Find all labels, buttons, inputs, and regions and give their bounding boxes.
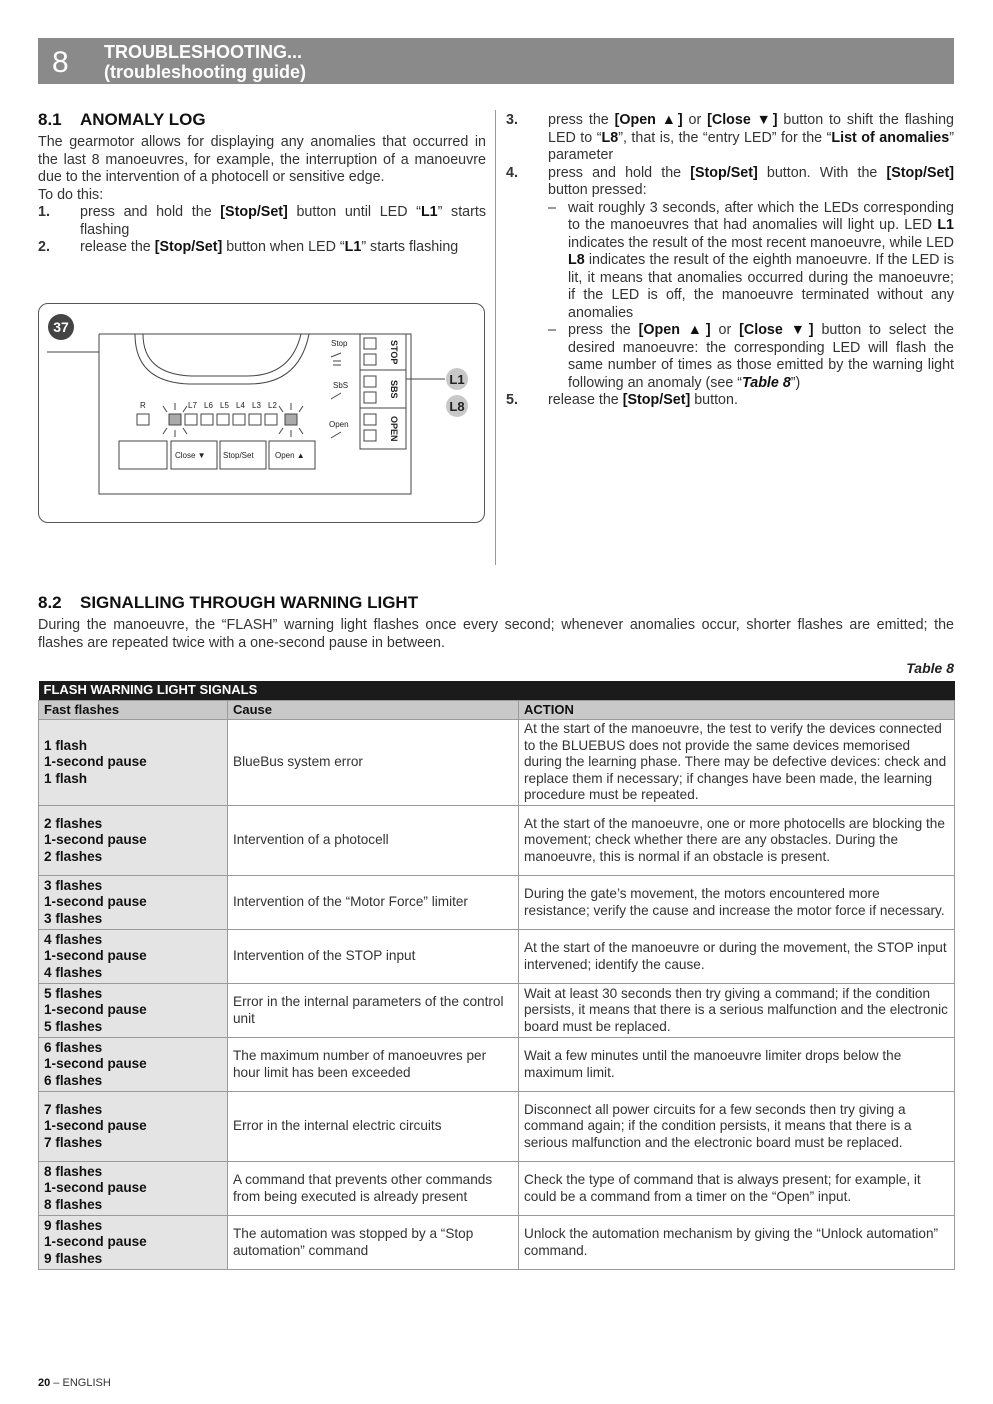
- step-number: 3.: [506, 112, 518, 128]
- label-l3: L3: [252, 401, 261, 410]
- label-l7: L7: [188, 401, 197, 410]
- col-header-action: ACTION: [519, 700, 955, 720]
- table-row: [39, 1216, 955, 1270]
- step-key: L8: [601, 129, 619, 146]
- terminal-open-2: [364, 430, 376, 441]
- footer-separator: –: [50, 1377, 63, 1389]
- chapter-title-line2: (troubleshooting guide): [104, 62, 306, 82]
- step-text: button pressed:: [548, 182, 647, 198]
- steps-list-left: [38, 204, 486, 257]
- cell-action: Unlock the automation mechanism by giving the “Unlock automation” command.: [519, 1216, 955, 1270]
- led-l8: [169, 414, 181, 425]
- flash-line: 1-second pause: [44, 1234, 147, 1250]
- flash-line: 1 flash: [44, 770, 88, 786]
- table-row: [39, 1092, 955, 1162]
- terminal-stop-1: [364, 338, 376, 349]
- section-8-2: [38, 593, 954, 652]
- figure-number-badge: 37: [48, 314, 74, 340]
- chapter-header: [38, 38, 954, 84]
- flash-line: 7 flashes: [44, 1101, 103, 1117]
- flash-line: 3 flashes: [44, 877, 103, 893]
- step-number: 5.: [506, 392, 518, 408]
- section-number: 8.1: [38, 110, 62, 129]
- callout-l8: L8: [449, 399, 465, 414]
- cell-fast-flashes: [39, 1038, 228, 1092]
- step-key: [Stop/Set]: [690, 164, 758, 181]
- footer-language: ENGLISH: [62, 1377, 111, 1389]
- step-text: release the: [548, 392, 623, 408]
- flash-line: 5 flashes: [44, 1018, 103, 1034]
- step-text: button to shift the flashing LED to “: [548, 112, 954, 146]
- step-key: [Close ▼]: [739, 322, 814, 338]
- substep-wait: – wait roughly 3 seconds, after which the LEDs corresponding to the manoeuvres that had anomalies will light up. LED L1 indicates the result of the most recent manoeuvre, while LED L8 indicates the result of the eighth manoeuvre. If the LED is lit, it means that anomalies occurred during the manoeuvre; if the LED is off, the manoeuvre terminated without any anomalies: [548, 199, 954, 321]
- cell-fast-flashes: [39, 720, 228, 806]
- step-key: [Stop/Set]: [220, 204, 288, 220]
- figure-control-board: [38, 303, 485, 523]
- label-l2: L2: [268, 401, 277, 410]
- step-text: wait roughly 3 seconds, after which the LEDs corresponding to the manoeuvres that had anomalies will light up. LED: [568, 199, 954, 233]
- todo-text: To do this:: [38, 186, 104, 203]
- column-left: [38, 110, 486, 257]
- flash-line: 1-second pause: [44, 1056, 147, 1072]
- label-terminal-stop: STOP: [389, 340, 399, 365]
- step-text: ” starts flashing: [361, 239, 459, 255]
- step-1: [38, 204, 486, 239]
- cell-action: At the start of the manoeuvre or during the movement, the STOP input intervened; identify the cause.: [519, 930, 955, 984]
- section-number: 8.2: [38, 593, 62, 612]
- flash-line: 1-second pause: [44, 1002, 147, 1018]
- step-key: [Open ▲]: [638, 322, 711, 338]
- page-number: 20: [38, 1377, 51, 1389]
- flash-line: 1-second pause: [44, 948, 147, 964]
- cell-cause: A command that prevents other commands from being executed is already present: [228, 1162, 519, 1216]
- chapter-title: [104, 42, 306, 82]
- table-row: [39, 876, 955, 930]
- label-sbs: SbS: [333, 381, 349, 390]
- terminal-stop-2: [364, 354, 376, 365]
- cell-action: Wait a few minutes until the manoeuvre limiter drops below the maximum limit.: [519, 1038, 955, 1092]
- flash-line: 3 flashes: [44, 910, 103, 926]
- substep-select: – press the [Open ▲] or [Close ▼] button to select the desired manoeuvre: the corresponding LED will flash the same number of times as those emitted by the warning light following an anomaly (see “Table 8”): [548, 322, 955, 391]
- step-text: or: [710, 322, 740, 338]
- column-divider: [495, 110, 496, 565]
- led-l1: [285, 414, 297, 425]
- step-key: [Close ▼]: [707, 112, 778, 128]
- table-row: [39, 930, 955, 984]
- flash-line: 1 flash: [44, 737, 88, 753]
- col-header-flashes: Fast flashes: [39, 700, 228, 720]
- cell-fast-flashes: [39, 876, 228, 930]
- step-text: button until LED “: [287, 204, 421, 220]
- chapter-number: 8: [52, 46, 69, 79]
- label-button-close: Close ▼: [175, 451, 206, 460]
- cell-fast-flashes: [39, 806, 228, 876]
- step-number: 2.: [38, 239, 50, 255]
- step-text: button when LED “: [222, 239, 345, 255]
- step-key: [Stop/Set]: [154, 239, 223, 255]
- step-key: List of anomalies: [831, 129, 950, 146]
- step-key: [Open ▲]: [614, 112, 683, 128]
- step-5: [506, 392, 954, 410]
- step-key: [Stop/Set]: [886, 164, 954, 181]
- step-text: or: [682, 112, 708, 128]
- step-number: 1.: [38, 204, 50, 220]
- flash-line: 7 flashes: [44, 1134, 103, 1150]
- step-text: indicates the result of the most recent manoeuvre, while LED: [568, 234, 954, 251]
- step-text: ” parameter: [548, 129, 954, 163]
- cell-cause: Error in the internal electric circuits: [228, 1092, 519, 1162]
- step-text: press and hold the: [80, 204, 221, 220]
- cell-action: Disconnect all power circuits for a few seconds then try giving a command again; if the condition persists, it means that there is a serious malfunction and the electronic board must be replaced.: [519, 1092, 955, 1162]
- column-right: [506, 112, 954, 410]
- table-title: FLASH WARNING LIGHT SIGNALS: [39, 681, 955, 700]
- section-title: ANOMALY LOG: [80, 110, 206, 129]
- step-text: ” starts flashing: [80, 204, 486, 238]
- cell-fast-flashes: [39, 1216, 228, 1270]
- table-reference: Table 8: [742, 374, 791, 391]
- table-row: [39, 720, 955, 806]
- cell-action: Wait at least 30 seconds then try giving a command; if the condition persists, it means that there is a serious malfunction and the electronic board must be replaced.: [519, 984, 955, 1038]
- step-key: [Stop/Set]: [622, 392, 691, 408]
- terminal-sbs-2: [364, 392, 376, 403]
- callout-l1: L1: [449, 372, 465, 387]
- step-4: [506, 165, 954, 393]
- step-key: L1: [420, 204, 438, 220]
- terminal-sbs-1: [364, 376, 376, 387]
- flash-line: 1-second pause: [44, 1118, 147, 1134]
- step-number: 4.: [506, 164, 518, 181]
- step-key: L1: [937, 217, 954, 233]
- chapter-title-line1: TROUBLESHOOTING...: [104, 42, 302, 62]
- flash-line: 8 flashes: [44, 1163, 103, 1179]
- flash-line: 5 flashes: [44, 985, 103, 1001]
- step-text: press the: [568, 322, 639, 338]
- step-text: press the: [548, 112, 615, 128]
- control-board-diagram: [39, 304, 484, 522]
- signalling-intro: During the manoeuvre, the “FLASH” warning light flashes once every second; whenever anomalies occur, shorter flashes are emitted; the flashes are repeated twice with a one-second pause in between.: [38, 617, 954, 651]
- flash-line: 2 flashes: [44, 848, 103, 864]
- led-l5: [217, 414, 229, 425]
- sbs-switch-symbol: [331, 393, 341, 399]
- flash-line: 9 flashes: [44, 1250, 103, 1266]
- section-title: SIGNALLING THROUGH WARNING LIGHT: [80, 593, 419, 612]
- led-r: [137, 414, 149, 425]
- flash-line: 1-second pause: [44, 894, 147, 910]
- step-text: button. With the: [757, 164, 887, 181]
- section-8-1-heading: [38, 110, 486, 130]
- table-row: [39, 1162, 955, 1216]
- terminal-open-1: [364, 414, 376, 425]
- label-button-stopset: Stop/Set: [223, 451, 254, 460]
- step-text: release the: [80, 239, 155, 255]
- flash-signals-table: [38, 681, 955, 1270]
- flash-line: 6 flashes: [44, 1072, 103, 1088]
- cell-fast-flashes: [39, 930, 228, 984]
- section-8-2-heading: [38, 593, 954, 613]
- step-3: [506, 112, 954, 165]
- cell-cause: The maximum number of manoeuvres per hour limit has been exceeded: [228, 1038, 519, 1092]
- flash-line: 1-second pause: [44, 1180, 147, 1196]
- cell-fast-flashes: [39, 1092, 228, 1162]
- board-connector-outline: [143, 334, 301, 376]
- cell-cause: Error in the internal parameters of the control unit: [228, 984, 519, 1038]
- label-l5: L5: [220, 401, 229, 410]
- cell-cause: Intervention of a photocell: [228, 806, 519, 876]
- flash-line: 9 flashes: [44, 1217, 103, 1233]
- flash-line: 1-second pause: [44, 754, 147, 770]
- step-text: button to select the desired manoeuvre: the corresponding LED will flash the same number of times as those emitted by the warning light following an anomaly (see “: [568, 322, 955, 391]
- steps-list-right: [506, 112, 954, 410]
- table-caption: Table 8: [906, 660, 954, 676]
- anomaly-intro: The gearmotor allows for displaying any anomalies that occurred in the last 8 manoeuvres, for example, the interruption of a manoeuvre due to the intervention of a photocell or sensitive edge.: [38, 134, 486, 185]
- step-2: [38, 239, 486, 257]
- label-l6: L6: [204, 401, 213, 410]
- cell-action: At the start of the manoeuvre, the test to verify the devices connected to the BLUEBUS does not provide the same devices memorised during the learning phase. There may be defective devices: check and replace them if necessary; if changes have been made, the learning procedure must be repeated.: [519, 720, 955, 806]
- step-text: indicates the result of the eighth manoeuvre. If the LED is lit, it means that anomalies occurred during the manoeuvre; if the LED is off, the manoeuvre terminated without any anomalies: [568, 252, 954, 321]
- label-r: R: [140, 401, 146, 410]
- col-header-cause: Cause: [228, 700, 519, 720]
- flash-line: 4 flashes: [44, 931, 103, 947]
- flash-line: 8 flashes: [44, 1196, 103, 1212]
- cell-fast-flashes: [39, 984, 228, 1038]
- label-terminal-open: OPEN: [389, 416, 399, 442]
- led-l4: [233, 414, 245, 425]
- label-stop: Stop: [331, 339, 348, 348]
- cell-cause: Intervention of the “Motor Force” limiter: [228, 876, 519, 930]
- cell-action: At the start of the manoeuvre, one or more photocells are blocking the movement; check whether there are any obstacles. During the manoeuvre, this is normal if an obstacle is present.: [519, 806, 955, 876]
- step-text: press and hold the: [548, 164, 691, 181]
- step-text: ”): [790, 374, 801, 391]
- cell-fast-flashes: [39, 1162, 228, 1216]
- flash-line: 4 flashes: [44, 964, 103, 980]
- led-l2: [265, 414, 277, 425]
- open-switch-symbol: [331, 432, 341, 438]
- step-text: ”, that is, the “entry LED” for the “: [618, 129, 832, 146]
- label-l4: L4: [236, 401, 245, 410]
- cell-cause: Intervention of the STOP input: [228, 930, 519, 984]
- table-row: [39, 984, 955, 1038]
- step-4-sublist: [548, 200, 954, 393]
- stop-switch-symbol: [331, 353, 341, 365]
- cell-cause: The automation was stopped by a “Stop automation” command: [228, 1216, 519, 1270]
- step-key: L8: [568, 252, 585, 268]
- table-row: [39, 1038, 955, 1092]
- label-terminal-sbs: SBS: [389, 380, 399, 399]
- table-body: [39, 720, 955, 1270]
- led-l7: [185, 414, 197, 425]
- led-l3: [249, 414, 261, 425]
- cell-cause: BlueBus system error: [228, 720, 519, 806]
- step-text: button.: [690, 392, 738, 408]
- led-l6: [201, 414, 213, 425]
- flash-line: 6 flashes: [44, 1039, 103, 1055]
- button-blank: [119, 441, 167, 469]
- flash-line: 2 flashes: [44, 815, 103, 831]
- label-open: Open: [329, 420, 349, 429]
- step-key: L1: [344, 239, 362, 255]
- label-button-open: Open ▲: [275, 451, 305, 460]
- flash-line: 1-second pause: [44, 832, 147, 848]
- table-row: [39, 806, 955, 876]
- cell-action: During the gate’s movement, the motors encountered more resistance; verify the cause and increase the motor force if necessary.: [519, 876, 955, 930]
- cell-action: Check the type of command that is always present; for example, it could be a command from a timer on the “Open” input.: [519, 1162, 955, 1216]
- page-footer: [38, 1377, 111, 1389]
